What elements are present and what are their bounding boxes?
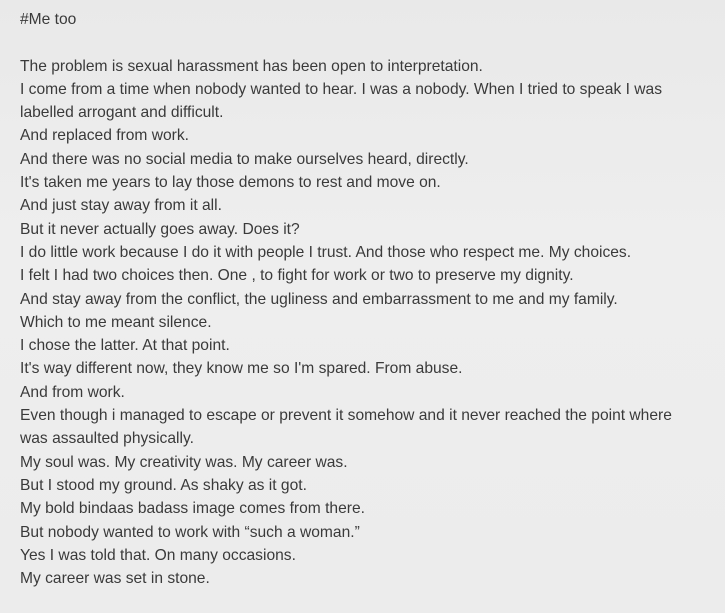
note-line: I do little work because I do it with people I trust. And those who respect me. My choices. xyxy=(20,243,632,261)
note-line: Even though i managed to escape or prevent it somehow and it never reached the point where xyxy=(20,407,672,425)
note-line: And just stay away from it all. xyxy=(20,197,222,215)
note-line: My soul was. My creativity was. My career was. xyxy=(20,453,348,471)
note-line: I come from a time when nobody wanted to hear. I was a nobody. When I tried to speak I was xyxy=(20,80,662,98)
note-line: And from work. xyxy=(20,383,125,401)
note-line: The problem is sexual harassment has been open to interpretation. xyxy=(20,57,483,75)
note-line: My bold bindaas badass image comes from there. xyxy=(20,500,365,518)
note-line: But nobody wanted to work with “such a woman.” xyxy=(20,523,360,541)
note-line: labelled arrogant and difficult. xyxy=(20,104,224,122)
note-line: My career was set in stone. xyxy=(20,570,210,588)
note-line: I felt I had two choices then. One , to fight for work or two to preserve my dignity. xyxy=(20,267,574,285)
note-line: And stay away from the conflict, the ugliness and embarrassment to me and my family. xyxy=(20,290,618,308)
note-title: #Me too xyxy=(20,11,77,28)
note-line: And replaced from work. xyxy=(20,127,190,145)
note-line: Which to me meant silence. xyxy=(20,313,212,331)
note-line: I chose the latter. At that point. xyxy=(20,337,230,355)
note-line: But it never actually goes away. Does it? xyxy=(20,220,300,238)
note-line: But I stood my ground. As shaky as it got. xyxy=(20,476,307,494)
note-line: And there was no social media to make ourselves heard, directly. xyxy=(20,150,469,168)
note-line: It's taken me years to lay those demons to rest and move on. xyxy=(20,174,441,192)
blank-line xyxy=(20,31,720,54)
note-line: Yes I was told that. On many occasions. xyxy=(20,546,296,564)
note-line: was assaulted physically. xyxy=(20,430,194,448)
note-line: It's way different now, they know me so I'm spared. From abuse. xyxy=(20,360,463,378)
note-body xyxy=(20,8,720,590)
